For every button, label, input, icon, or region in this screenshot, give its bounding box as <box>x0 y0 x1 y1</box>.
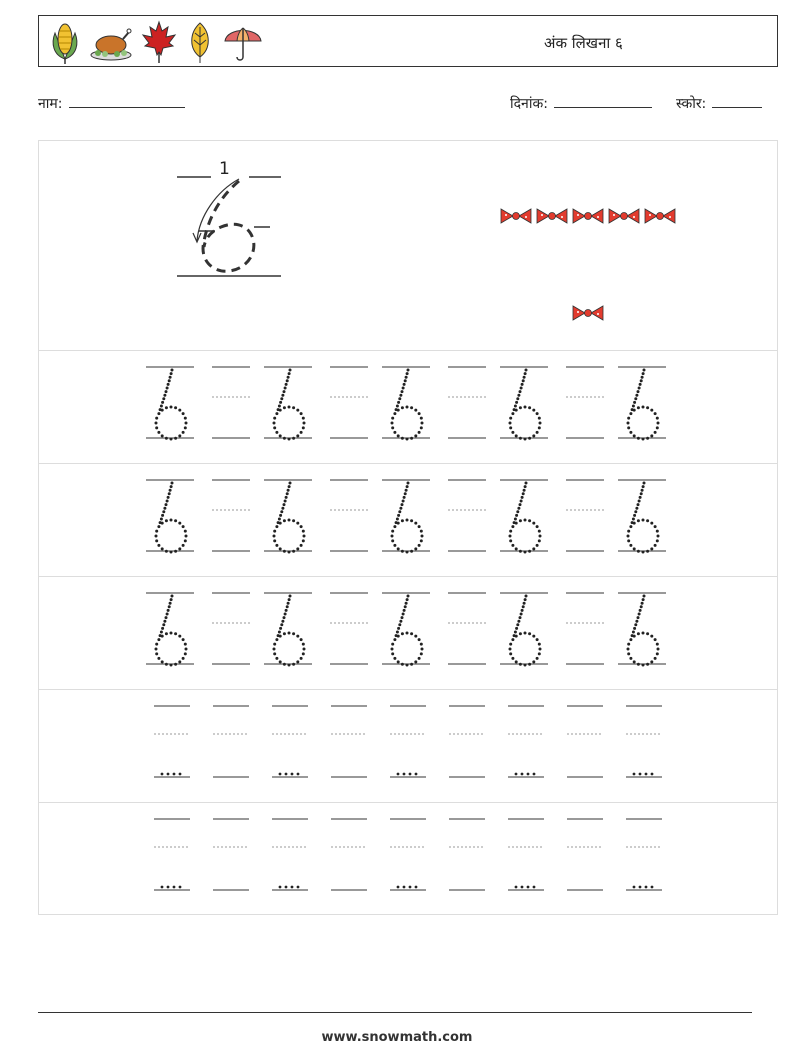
dotted-six-glyph <box>627 595 660 667</box>
bow-group-bottom <box>573 306 603 320</box>
dotted-six-glyph <box>155 369 188 441</box>
empty-practice-row[interactable] <box>154 819 662 890</box>
date-field[interactable] <box>510 94 652 113</box>
empty-practice-row[interactable] <box>154 706 662 777</box>
dotted-six-glyph <box>273 369 306 441</box>
bow-icon <box>645 209 675 223</box>
header-icons <box>47 19 265 65</box>
dotted-six-glyph <box>509 369 542 441</box>
dotted-six-glyph <box>509 482 542 554</box>
practice-canvas <box>39 141 777 914</box>
date-blank[interactable] <box>554 95 652 108</box>
dotted-six-glyph <box>273 595 306 667</box>
practice-sheet <box>38 140 778 915</box>
dotted-six-glyph <box>391 369 424 441</box>
dotted-six-glyph <box>155 482 188 554</box>
footer-url[interactable]: www.snowmath.com <box>321 1030 473 1045</box>
dotted-six-glyph <box>155 595 188 667</box>
name-label: नाम: <box>38 96 63 112</box>
dotted-six-glyph <box>509 595 542 667</box>
yellow-leaf-icon <box>185 19 215 65</box>
trace-row[interactable] <box>146 593 666 667</box>
trace-row[interactable] <box>146 367 666 441</box>
stroke-order-demo <box>177 159 281 276</box>
bow-icon <box>573 306 603 320</box>
worksheet-title: अंक लिखना ६ <box>544 34 623 52</box>
practice-rows <box>146 367 666 890</box>
corn-icon <box>47 19 83 65</box>
bow-group-top <box>501 209 675 223</box>
footer-divider <box>38 1012 752 1013</box>
date-label: दिनांक: <box>510 96 548 112</box>
score-field[interactable] <box>676 94 762 113</box>
bow-icon <box>501 209 531 223</box>
trace-row[interactable] <box>146 480 666 554</box>
bow-icon <box>609 209 639 223</box>
name-blank[interactable] <box>69 95 185 108</box>
score-label: स्कोर: <box>676 96 707 112</box>
score-blank[interactable] <box>712 95 762 108</box>
dotted-six-glyph <box>391 595 424 667</box>
dotted-six-glyph <box>273 482 306 554</box>
stroke-number: 1 <box>219 159 230 179</box>
umbrella-icon <box>221 19 265 65</box>
name-field[interactable] <box>38 94 185 113</box>
maple-leaf-icon <box>139 19 179 65</box>
bow-icon <box>537 209 567 223</box>
bow-icon <box>573 209 603 223</box>
dotted-six-glyph <box>391 482 424 554</box>
dotted-six-glyph <box>627 369 660 441</box>
dotted-six-glyph <box>627 482 660 554</box>
roast-turkey-icon <box>89 19 133 65</box>
worksheet-header <box>38 15 778 67</box>
